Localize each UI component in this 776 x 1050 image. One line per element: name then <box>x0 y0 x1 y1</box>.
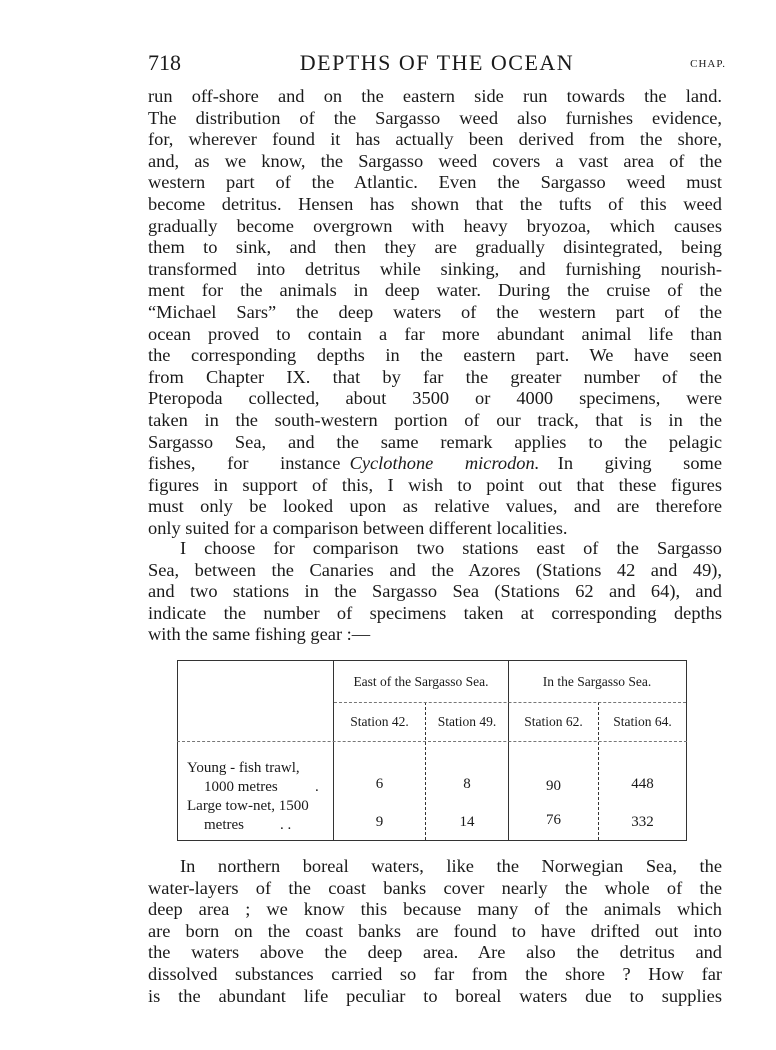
table-rule <box>334 702 686 703</box>
text-line: and two stations in the Sargasso Sea (Stations 62 and 64), and <box>148 581 722 602</box>
station-header: Station 42. <box>350 714 409 729</box>
text-line: Pteropoda collected, about 3500 or 4000 specimens, were <box>148 388 722 409</box>
row-label-leader: . . <box>280 817 292 833</box>
text-line: ment for the animals in deep water. During the cruise of the <box>148 280 722 301</box>
paragraph-2 <box>148 538 722 646</box>
table-cell: 90 <box>546 778 561 794</box>
running-title: DEPTHS OF THE OCEAN <box>299 50 575 75</box>
table-rule <box>177 741 687 742</box>
text-line: deep area ; we know this because many of the animals which <box>148 899 722 920</box>
page-number: 718 <box>148 50 181 75</box>
text-line: I choose for comparison two stations east of the Sargasso <box>180 538 722 558</box>
table-cell: 448 <box>631 776 654 792</box>
text-line: is the abundant life peculiar to boreal waters due to supplies <box>148 985 722 1006</box>
text-line: ocean proved to contain a far more abundant animal life than <box>148 323 722 344</box>
text-line: are born on the coast banks are found to have drifted out into <box>148 920 722 941</box>
text-line: become detritus. Hensen has shown that the tufts of this weed <box>148 193 722 214</box>
table-cell: 14 <box>459 814 475 830</box>
text-line: figures in support of this, I wish to point out that these figures <box>148 474 722 495</box>
text-segment: In giving some <box>557 453 722 474</box>
paragraph-3 <box>148 856 722 1007</box>
station-header: Station 62. <box>524 714 583 729</box>
row-label: metres <box>204 817 244 833</box>
text-line: In northern boreal waters, like the Norwegian Sea, the <box>180 856 722 876</box>
text-line-with-species <box>148 453 722 475</box>
station-header: Station 64. <box>613 714 672 729</box>
group-header-east: East of the Sargasso Sea. <box>353 674 489 689</box>
station-header: Station 49. <box>437 714 497 729</box>
text-line: from Chapter IX. that by far the greater number of the <box>148 366 722 387</box>
table-cell: 9 <box>375 814 384 830</box>
text-line: indicate the number of specimens taken at corresponding depths <box>148 602 722 623</box>
text-line: taken in the south-western portion of our track, that is in the <box>148 409 722 430</box>
text-line: only suited for a comparison between different localities. <box>148 517 568 538</box>
text-line: the waters above the deep area. Are also the detritus and <box>148 942 722 963</box>
text-line: western part of the Atlantic. Even the Sargasso weed must <box>148 172 722 193</box>
group-header-sargasso: In the Sargasso Sea. <box>542 674 652 689</box>
row-label: 1000 metres <box>204 779 278 795</box>
chapter-marker: CHAP. <box>690 58 726 70</box>
table-cell: 6 <box>375 776 384 792</box>
row-label-leader: . <box>315 779 319 795</box>
text-line: transformed into detritus while sinking, and furnishing nourish- <box>148 258 722 279</box>
text-line: water-layers of the coast banks cover nearly the whole of the <box>148 877 722 898</box>
text-line: must only be looked upon as relative values, and are therefore <box>148 496 722 517</box>
text-line: Sea, between the Canaries and the Azores (Stations 42 and 49), <box>148 559 722 580</box>
text-line: with the same fishing gear :— <box>148 624 371 645</box>
row-label: Large tow-net, 1500 <box>187 798 309 814</box>
text-line: run off-shore and on the eastern side run towards the land. <box>148 86 722 106</box>
table-bottom-rule <box>177 840 687 841</box>
text-line: dissolved substances carried so far from the shore ? How far <box>148 963 722 984</box>
paragraph-1 <box>148 86 722 539</box>
text-line: and, as we know, the Sargasso weed covers a vast area of the <box>148 150 722 171</box>
row-label: Young - fish trawl, <box>187 760 300 776</box>
text-line: gradually become overgrown with heavy bryozoa, which causes <box>148 215 722 236</box>
text-line: them to sink, and then they are gradually disintegrated, being <box>148 237 722 258</box>
specimen-table <box>177 660 687 842</box>
text-line: for, wherever found it has actually been derived from the shore, <box>148 129 722 150</box>
text-line: “Michael Sars” the deep waters of the western part of the <box>148 301 722 322</box>
table-cell: 76 <box>546 812 561 828</box>
table-cell: 8 <box>463 776 471 792</box>
species-name: Cyclothone microdon. <box>349 453 540 474</box>
text-line: the corresponding depths in the eastern part. We have seen <box>148 345 722 366</box>
text-line: Sargasso Sea, and the same remark applies to the pelagic <box>148 431 722 452</box>
text-line: The distribution of the Sargasso weed also furnishes evidence, <box>148 107 722 128</box>
text-segment: fishes, for instance <box>148 453 341 474</box>
table-cell: 332 <box>631 814 654 830</box>
page-header <box>148 48 726 82</box>
